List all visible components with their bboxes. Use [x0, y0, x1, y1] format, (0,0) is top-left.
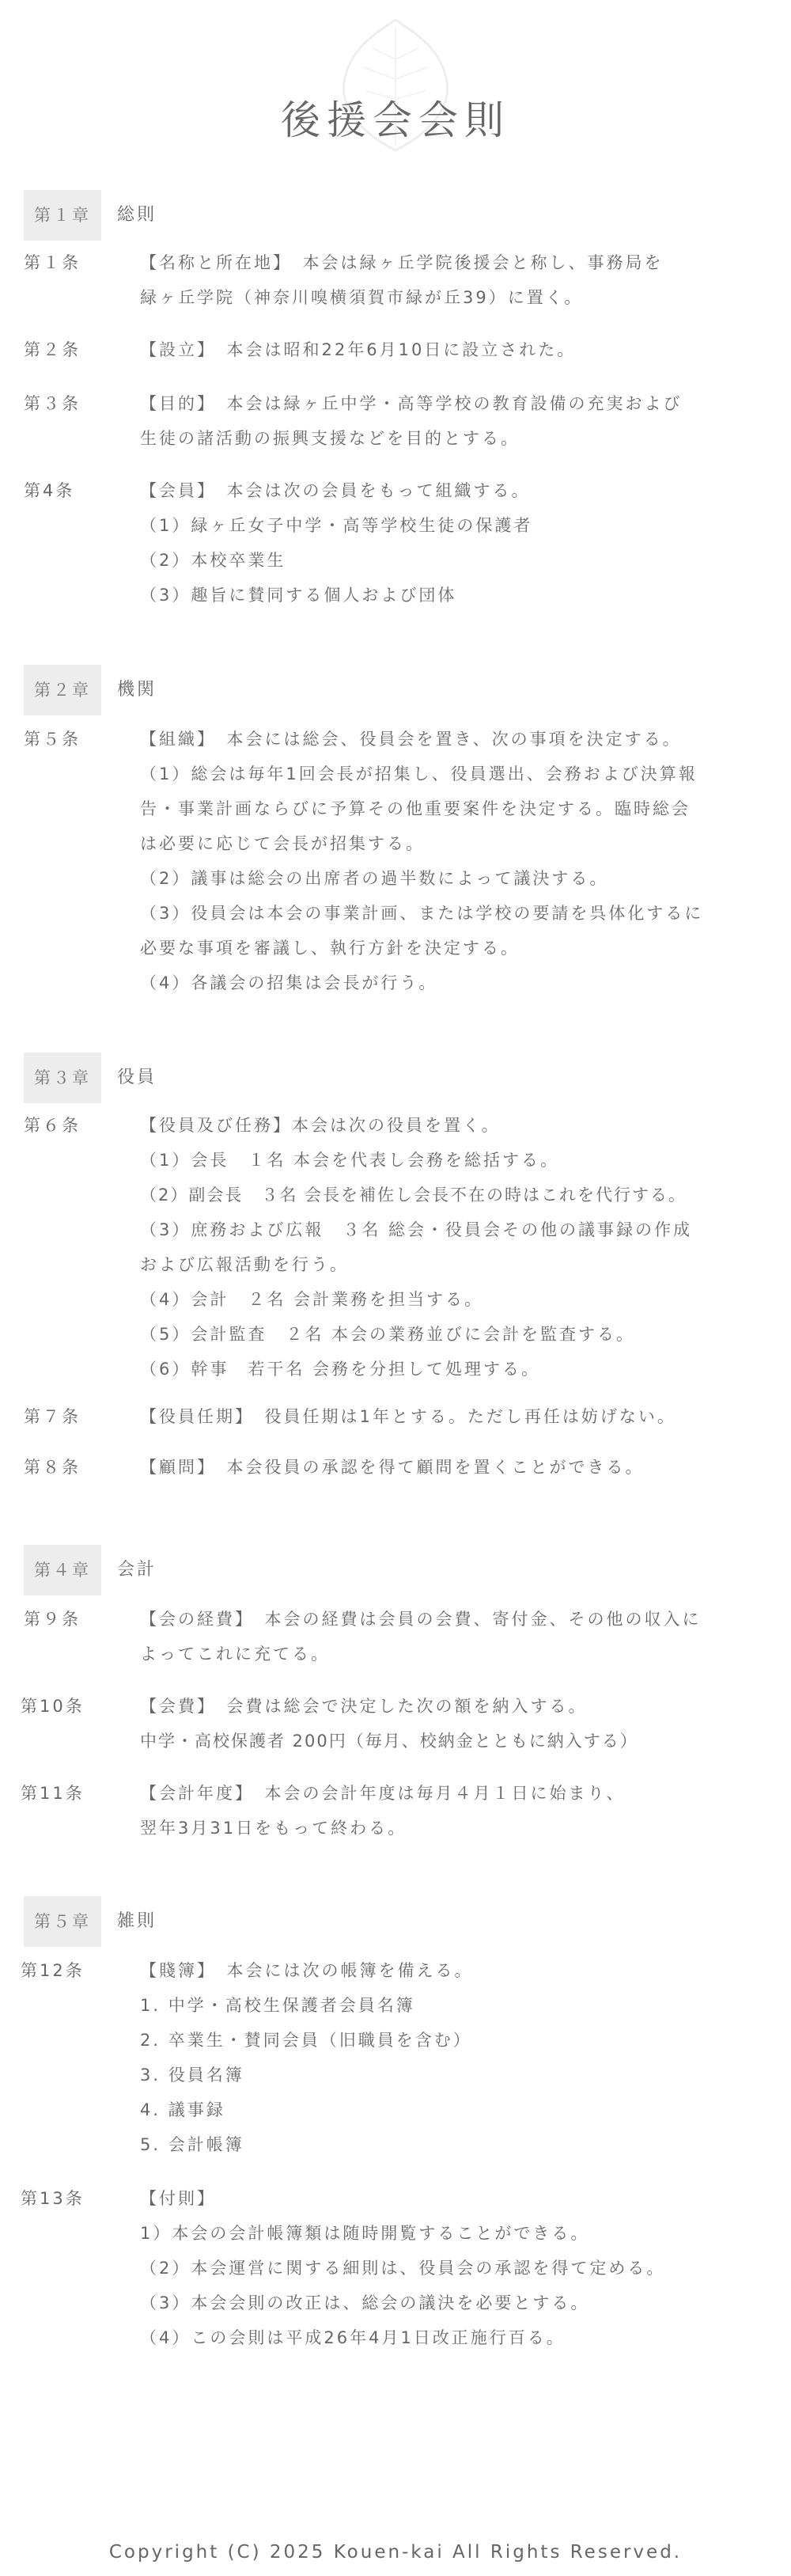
- article-line: （3）本会会則の改正は、総会の議決を必要とする。: [140, 2293, 590, 2312]
- article-line: 【役員及び任務】本会は次の役員を置く。: [140, 1116, 501, 1135]
- article-line: 【会員】 本会は次の会員をもって組織する。: [140, 481, 531, 500]
- article-body: [140, 1399, 789, 1434]
- article-line: 3. 役員名簿: [140, 2066, 244, 2085]
- article-body: [140, 1602, 789, 1671]
- copyright-footer: Copyright (C) 2025 Kouen-kai All Rights Reserved.: [108, 2542, 683, 2563]
- article-line: （4）この会則は平成26年4月1日改正施行百る。: [140, 2328, 566, 2347]
- article-line: 翌年3月31日をもって終わる。: [140, 1819, 407, 1838]
- chapter-heading: [24, 1896, 767, 1947]
- article-number: 第１条: [24, 253, 81, 272]
- article-body: [140, 1450, 789, 1485]
- article-number: 第12条: [21, 1961, 85, 1980]
- article-line: 【顧問】 本会役員の承認を得て顧問を置くことができる。: [140, 1458, 645, 1477]
- article-line: （4）会計 ２名 会計業務を担当する。: [140, 1290, 484, 1309]
- article-line: （3）庶務および広報 ３名 総会・役員会その他の議事録の作成: [140, 1220, 693, 1239]
- article-line: （6）幹事 若干名 会務を分担して処理する。: [140, 1360, 541, 1379]
- article-line: 2. 卒業生・賛同会員（旧職員を含む）: [140, 2031, 472, 2050]
- article-number: 第２条: [24, 340, 81, 359]
- article-body: [140, 1776, 789, 1846]
- article-number: 第10条: [21, 1697, 85, 1716]
- chapter-heading: [24, 1053, 767, 1103]
- article-line: （2）本校卒業生: [140, 551, 286, 570]
- page-title: 後援会会則: [281, 97, 510, 143]
- article-number: 第６条: [24, 1116, 81, 1135]
- article-line: （5）会計監査 ２名 本会の業務並びに会計を監査する。: [140, 1325, 636, 1344]
- article-line: 【賤簿】 本会には次の帳簿を備える。: [140, 1961, 474, 1980]
- article-line: （3）役員会は本会の事業計画、または学校の要請を呉体化するに: [140, 904, 704, 923]
- article-number: 第３条: [24, 394, 81, 413]
- article-body: [140, 386, 789, 456]
- article-line: は必要に応じて会長が招集する。: [140, 834, 425, 853]
- article-body: [140, 473, 789, 613]
- article-line: 生徒の諸活動の振興支援などを目的とする。: [140, 429, 520, 448]
- article-line: （1）総会は毎年1回会長が招集し、役員選出、会務および決算報: [140, 764, 698, 783]
- article-line: 1. 中学・高校生保護者会員名簿: [140, 1996, 415, 2015]
- article-number: 第4条: [24, 481, 75, 500]
- article-number: 第８条: [24, 1458, 81, 1477]
- article-line: 【会費】 会費は総会で決定した次の額を納入する。: [140, 1697, 588, 1716]
- chapter-title: 機関: [117, 680, 157, 700]
- chapter-number-badge: 第２章: [24, 665, 101, 715]
- article-body: [140, 332, 789, 367]
- chapter-heading: [24, 190, 767, 241]
- article-line: および広報活動を行う。: [140, 1255, 349, 1274]
- article-line: （3）趣旨に賛同する個人および団体: [140, 586, 457, 605]
- article-number: 第11条: [21, 1784, 85, 1803]
- article-body: [140, 722, 789, 1000]
- chapter-title: 役員: [117, 1068, 157, 1087]
- article-line: （2）議事は総会の出席者の過半数によって議決する。: [140, 869, 609, 888]
- article-line: 【付則】: [140, 2189, 216, 2208]
- article-line: 4. 議事録: [140, 2100, 225, 2119]
- chapter-number-badge: 第３章: [24, 1053, 101, 1103]
- article-line: （2）副会長 ３名 会長を補佐し会長不在の時はこれを代行する。: [140, 1186, 687, 1205]
- chapter-number-badge: 第１章: [24, 190, 101, 241]
- article-body: [140, 1953, 789, 2162]
- article-line: 【目的】 本会は緑ヶ丘中学・高等学校の教育設備の充実および: [140, 394, 683, 413]
- article-line: 【役員任期】 役員任期は1年とする。ただし再任は妨げない。: [140, 1407, 676, 1426]
- chapter-number-badge: 第４章: [24, 1545, 101, 1595]
- article-body: [140, 1108, 789, 1387]
- chapter-title: 会計: [117, 1560, 157, 1580]
- article-line: 必要な事項を審議し、執行方針を決定する。: [140, 939, 520, 958]
- article-line: （4）各議会の招集は会長が行う。: [140, 973, 438, 992]
- article-line: 緑ヶ丘学院（神奈川嗅横須賀市緑が丘39）に置く。: [140, 288, 584, 307]
- article-body: [140, 245, 789, 315]
- article-number: 第７条: [24, 1407, 81, 1426]
- article-line: 【組織】 本会には総会、役員会を置き、次の事項を決定する。: [140, 730, 682, 749]
- chapter-heading: [24, 1545, 767, 1595]
- article-line: 【会計年度】 本会の会計年度は毎月４月１日に始まり、: [140, 1784, 626, 1803]
- article-line: （1）緑ヶ丘女子中学・高等学校生徒の保護者: [140, 516, 533, 535]
- article-line: 【名称と所在地】 本会は緑ヶ丘学院後援会と称し、事務局を: [140, 253, 664, 272]
- article-line: 中学・高校保護者 200円（毎月、校納金とともに納入する）: [140, 1732, 638, 1751]
- chapter-title: 総則: [117, 205, 157, 225]
- article-body: [140, 1689, 789, 1758]
- article-body: [140, 2181, 789, 2355]
- article-line: （1）会長 １名 本会を代表し会務を総括する。: [140, 1151, 560, 1170]
- article-line: よってこれに充てる。: [140, 1645, 330, 1664]
- article-line: 1）本会の会計帳簿類は随時開覧することができる。: [140, 2224, 590, 2243]
- chapter-title: 雑則: [117, 1911, 157, 1931]
- article-line: 【会の経費】 本会の経費は会員の会費、寄付金、その他の収入に: [140, 1610, 702, 1629]
- article-number: 第13条: [21, 2189, 85, 2208]
- article-number: 第９条: [24, 1610, 81, 1629]
- article-number: 第５条: [24, 730, 81, 749]
- chapter-number-badge: 第５章: [24, 1896, 101, 1947]
- chapter-heading: [24, 665, 767, 715]
- article-line: 告・事業計画ならびに予算その他重要案件を決定する。臨時総会: [140, 799, 691, 818]
- article-line: 【設立】 本会は昭和22年6月10日に設立された。: [140, 340, 577, 359]
- article-line: （2）本会運営に関する細則は、役員会の承認を得て定める。: [140, 2259, 666, 2278]
- article-line: 5. 会計帳簿: [140, 2135, 244, 2154]
